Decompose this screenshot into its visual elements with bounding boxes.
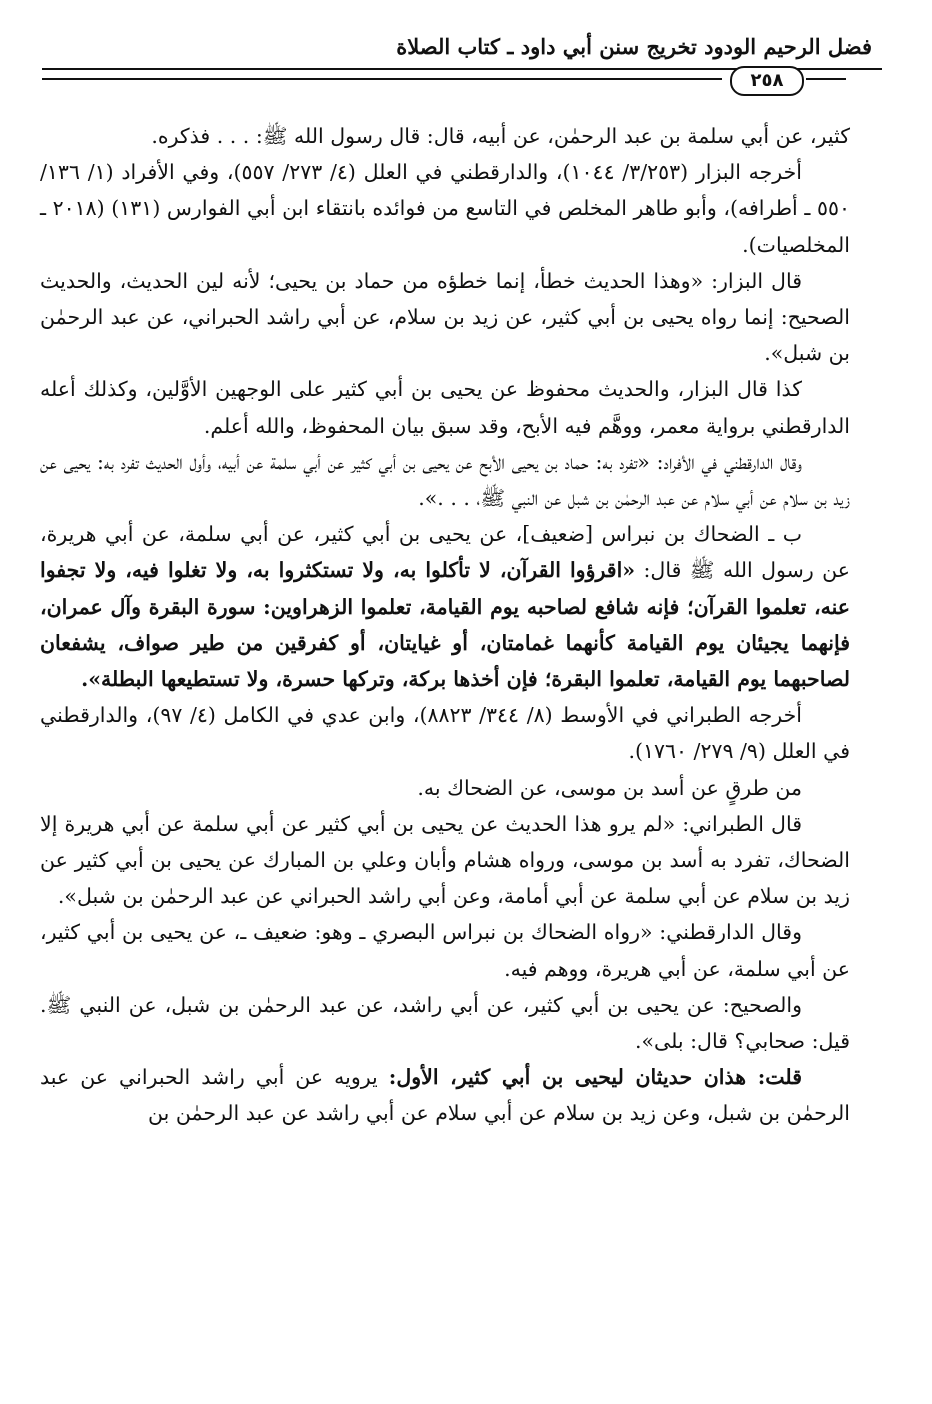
paragraph-text: والصحيح: عن يحيى بن أبي كثير، عن أبي راشد، عن عبد الرحمٰن بن شبل، عن النبي ﷺ. قيل: صحابي؟ قال: بلى». <box>40 992 850 1054</box>
paragraph-text: وقال الدارقطني: «رواه الضحاك بن نبراس البصري ـ وهو: ضعيف ـ، عن يحيى بن أبي كثير، عن أبي سلمة، عن أبي هريرة، ووهم فيه. <box>40 920 850 981</box>
paragraph <box>40 263 850 372</box>
author-note-label: قلت: هذان حديثان ليحيى بن أبي كثير، الأول: <box>388 1065 802 1090</box>
body-text <box>40 118 850 1132</box>
paragraph-text: وقال الدارقطني في الأفراد: «تفرد به: حماد بن يحيى الأبح عن يحيى بن أبي كثير عن أبي سلمة عن أبيه، وأول الحديث تفرد به: يحيى عن زيد بن سلام عن أبي سلام عن عبد الرحمٰن بن شبل عن النبي ﷺ، . . .». <box>40 449 850 511</box>
paragraph <box>40 770 850 806</box>
paragraph <box>40 1059 850 1131</box>
paragraph-text: كثير، عن أبي سلمة بن عبد الرحمٰن، عن أبيه، قال: قال رسول الله ﷺ: . . . فذكره. <box>151 124 850 148</box>
paragraph-text: كذا قال البزار، والحديث محفوظ عن يحيى بن أبي كثير على الوجهين الأوَّلين، وكذلك أعله الدارقطني برواية معمر، ووهَّم فيه الأبح، وقد سبق بيان المحفوظ، والله أعلم. <box>40 377 850 438</box>
hadith-text: «اقرؤوا القرآن، لا تأكلوا به، ولا تستكثروا به، ولا تغلوا فيه، ولا تجفوا عنه، تعلموا القرآن؛ فإنه شافع لصاحبه يوم القيامة، تعلموا الزهراوين: سورة البقرة وآل عمران، فإنهما يجيئان يوم القيامة كأنهما غمامتان، أو غيايتان، أو كفرقين من طير صواف، يشفعان لصاحبهما يوم القيامة، تعلموا البقرة؛ فإن أخذها بركة، وتركها حسرة، ولا تستطيعها البطلة». <box>40 558 850 692</box>
paragraph <box>40 154 850 263</box>
paragraph <box>40 516 850 697</box>
header-ornament-line-left <box>42 78 722 80</box>
paragraph <box>40 987 850 1059</box>
paragraph-text: أخرجه الطبراني في الأوسط (٨/ ٣٤٤/ ٨٨٢٣)، وابن عدي في الكامل (٤/ ٩٧)، والدارقطني في العلل (٩/ ٢٧٩/ ١٧٦٠). <box>40 703 850 764</box>
paragraph <box>40 371 850 443</box>
paragraph-text: قال الطبراني: «لم يرو هذا الحديث عن يحيى بن أبي كثير عن أبي سلمة عن أبي هريرة إلا الضحاك، تفرد به أسد بن موسى، ورواه هشام وأبان وعلي بن المبارك عن يحيى بن أبي كثير عن زيد بن سلام عن أبي سلمة عن أبي أمامة، وعن أبي راشد الحبراني عن عبد الرحمٰن بن شبل». <box>40 811 850 909</box>
paragraph-text: ب ـ الضحاك بن نبراس [ضعيف]، عن يحيى بن أبي كثير، عن أبي سلمة، عن أبي هريرة، عن رسول الله ﷺ قال: <box>40 522 850 583</box>
paragraph-text: من طرقٍ عن أسد بن موسى، عن الضحاك به. <box>417 775 802 800</box>
paragraph-text: قال البزار: «وهذا الحديث خطأ، إنما خطؤه من حماد بن يحيى؛ لأنه لين الحديث، والحديث الصحيح: إنما رواه يحيى بن أبي كثير، عن زيد بن سلام، عن أبي راشد الحبراني، عن عبد الرحمٰن بن شبل». <box>40 268 850 366</box>
paragraph <box>40 444 850 516</box>
paragraph <box>40 697 850 769</box>
paragraph-text: يرويه عن أبي راشد الحبراني عن عبد الرحمٰن بن شبل، وعن زيد بن سلام عن أبي سلام عن أبي راشد عن عبد الرحمٰن بن <box>40 1065 850 1126</box>
paragraph <box>40 914 850 986</box>
paragraph-text: أخرجه البزار (٣/٢٥٣/ ١٠٤٤)، والدارقطني في العلل (٤/ ٢٧٣/ ٥٥٧)، وفي الأفراد (١/ ١٣٦/ ٥٥٠ ـ أطرافه)، وأبو طاهر المخلص في التاسع من فوائده بانتقاء ابن أبي الفوارس (١٣١) (٢٠١٨ ـ المخلصيات). <box>40 160 851 257</box>
running-title: فضل الرحيم الودود تخريج سنن أبي داود ـ كتاب الصلاة <box>396 34 872 59</box>
page-number: ٢٥٨ <box>730 66 804 96</box>
paragraph <box>40 806 850 915</box>
header-ornament-line-right <box>806 78 846 80</box>
paragraph <box>40 118 850 154</box>
